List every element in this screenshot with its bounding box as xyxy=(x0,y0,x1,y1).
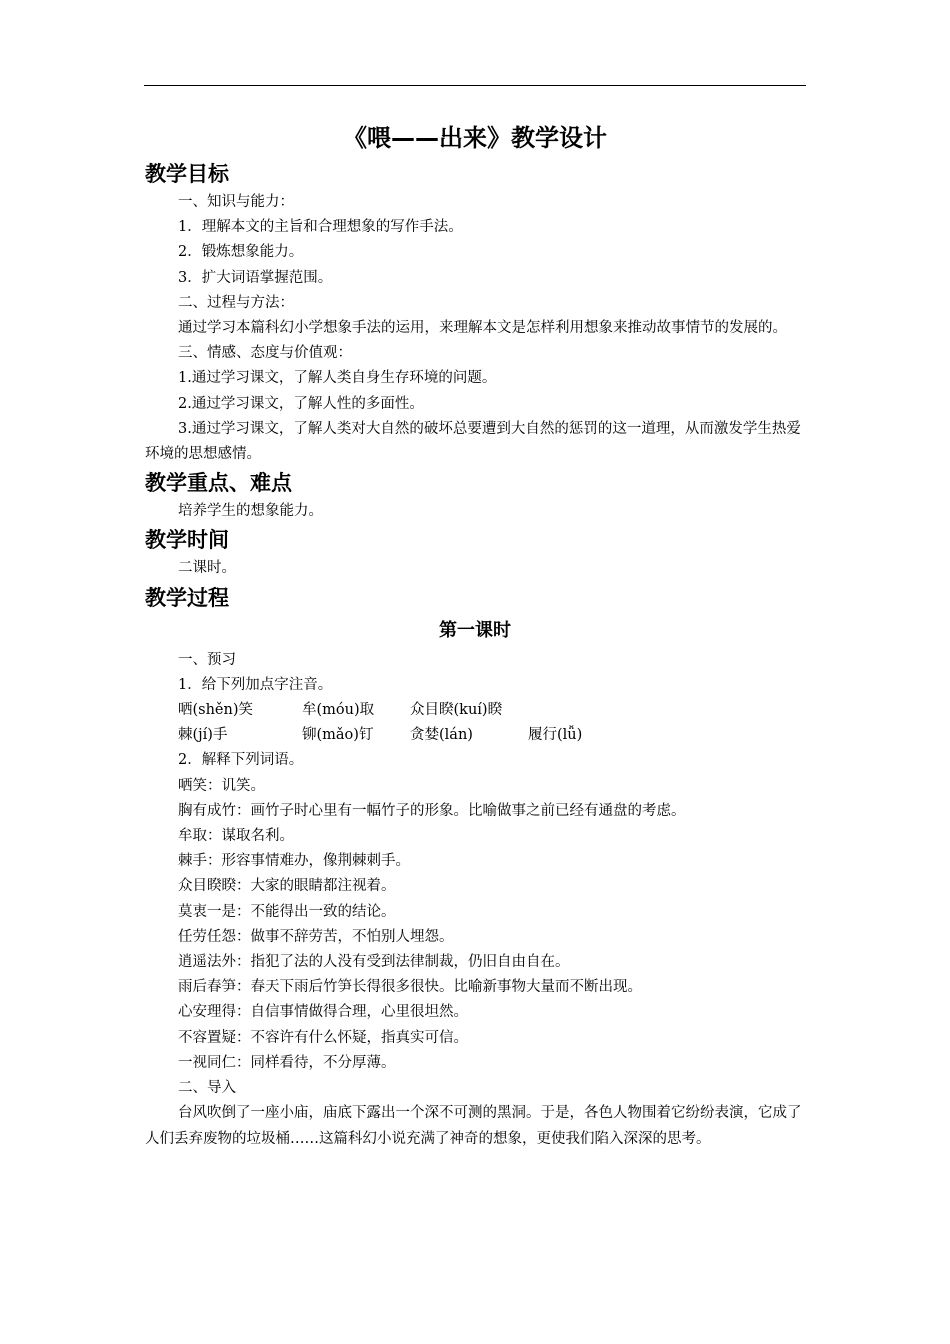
definition-item: 胸有成竹：画竹子时心里有一幅竹子的形象。比喻做事之前已经有通盘的考虑。 xyxy=(178,802,686,819)
document-body xyxy=(145,118,805,1152)
intro-paragraph: 台风吹倒了一座小庙，庙底下露出一个深不可测的黑洞。于是，各色人物围着它纷纷表演，它成了人们丢弃废物的垃圾桶……这篇科幻小说充满了神奇的想象，更使我们陷入深深的思考。 xyxy=(145,1105,802,1147)
goal-line: 2．锻炼想象能力。 xyxy=(178,244,304,261)
pinyin-item: 哂(shěn)笑 xyxy=(178,702,254,719)
definition-item: 雨后春笋：春天下雨后竹笋长得很多很快。比喻新事物大量而不断出现。 xyxy=(178,979,642,996)
pinyin-item: 棘(jí)手 xyxy=(178,727,228,744)
heading-process: 教学过程 xyxy=(145,585,229,610)
intro-label: 二、导入 xyxy=(178,1080,236,1097)
definition-item: 众目睽睽：大家的眼睛都注视着。 xyxy=(178,878,396,895)
header-rule xyxy=(144,85,806,86)
pinyin-item: 铆(mǎo)钉 xyxy=(302,727,374,744)
time-text: 二课时。 xyxy=(178,560,236,577)
definition-item: 棘手：形容事情难办，像荆棘刺手。 xyxy=(178,853,410,870)
goal-line: 二、过程与方法： xyxy=(178,294,294,311)
key-points-text: 培养学生的想象能力。 xyxy=(178,503,323,520)
preview-label: 一、预习 xyxy=(178,651,236,668)
definition-item: 不容置疑：不容许有什么怀疑，指真实可信。 xyxy=(178,1029,468,1046)
goal-line: 3．扩大词语掌握范围。 xyxy=(178,269,333,286)
heading-time: 教学时间 xyxy=(145,528,229,553)
pinyin-row xyxy=(145,698,805,723)
definition-item: 任劳任怨：做事不辞劳苦，不怕别人埋怨。 xyxy=(178,928,454,945)
goal-line: 三、情感、态度与价值观： xyxy=(178,345,352,362)
task-2: 2．解释下列词语。 xyxy=(178,752,304,769)
goal-line: 1.通过学习课文，了解人类自身生存环境的问题。 xyxy=(178,370,497,387)
definition-item: 一视同仁：同样看待，不分厚薄。 xyxy=(178,1054,396,1071)
document-title: 《喂——出来》教学设计 xyxy=(343,124,607,152)
goal-line: 一、知识与能力： xyxy=(178,194,294,210)
goal-line: 2.通过学习课文，了解人性的多面性。 xyxy=(178,395,424,412)
pinyin-item: 牟(móu)取 xyxy=(302,702,375,719)
pinyin-item: 众目睽(kuí)睽 xyxy=(410,702,503,719)
heading-key-points: 教学重点、难点 xyxy=(145,471,292,496)
definition-item: 莫衷一是：不能得出一致的结论。 xyxy=(178,903,396,920)
goal-line: 1．理解本文的主旨和合理想象的写作手法。 xyxy=(178,219,463,236)
pinyin-row xyxy=(145,723,805,748)
pinyin-item: 履行(lǚ) xyxy=(528,727,583,744)
process-paragraph: 通过学习本篇科幻小学想象手法的运用，来理解本文是怎样利用想象来推动故事情节的发展的。 xyxy=(178,320,787,337)
pinyin-item: 贪婪(lán) xyxy=(410,727,473,744)
definition-item: 哂笑：讥笑。 xyxy=(178,777,265,794)
definition-item: 心安理得：自信事情做得合理，心里很坦然。 xyxy=(178,1004,468,1021)
definition-item: 逍遥法外：指犯了法的人没有受到法律制裁，仍旧自由自在。 xyxy=(178,954,570,971)
definition-item: 牟取：谋取名利。 xyxy=(178,828,294,845)
emotion-paragraph: 3.通过学习课文，了解人类对大自然的破坏总要遭到大自然的惩罚的这一道理，从而激发学生热爱环境的思想感情。 xyxy=(145,420,801,463)
lesson-title: 第一课时 xyxy=(439,619,511,641)
heading-goals: 教学目标 xyxy=(145,162,229,186)
task-1: 1．给下列加点字注音。 xyxy=(178,676,333,693)
